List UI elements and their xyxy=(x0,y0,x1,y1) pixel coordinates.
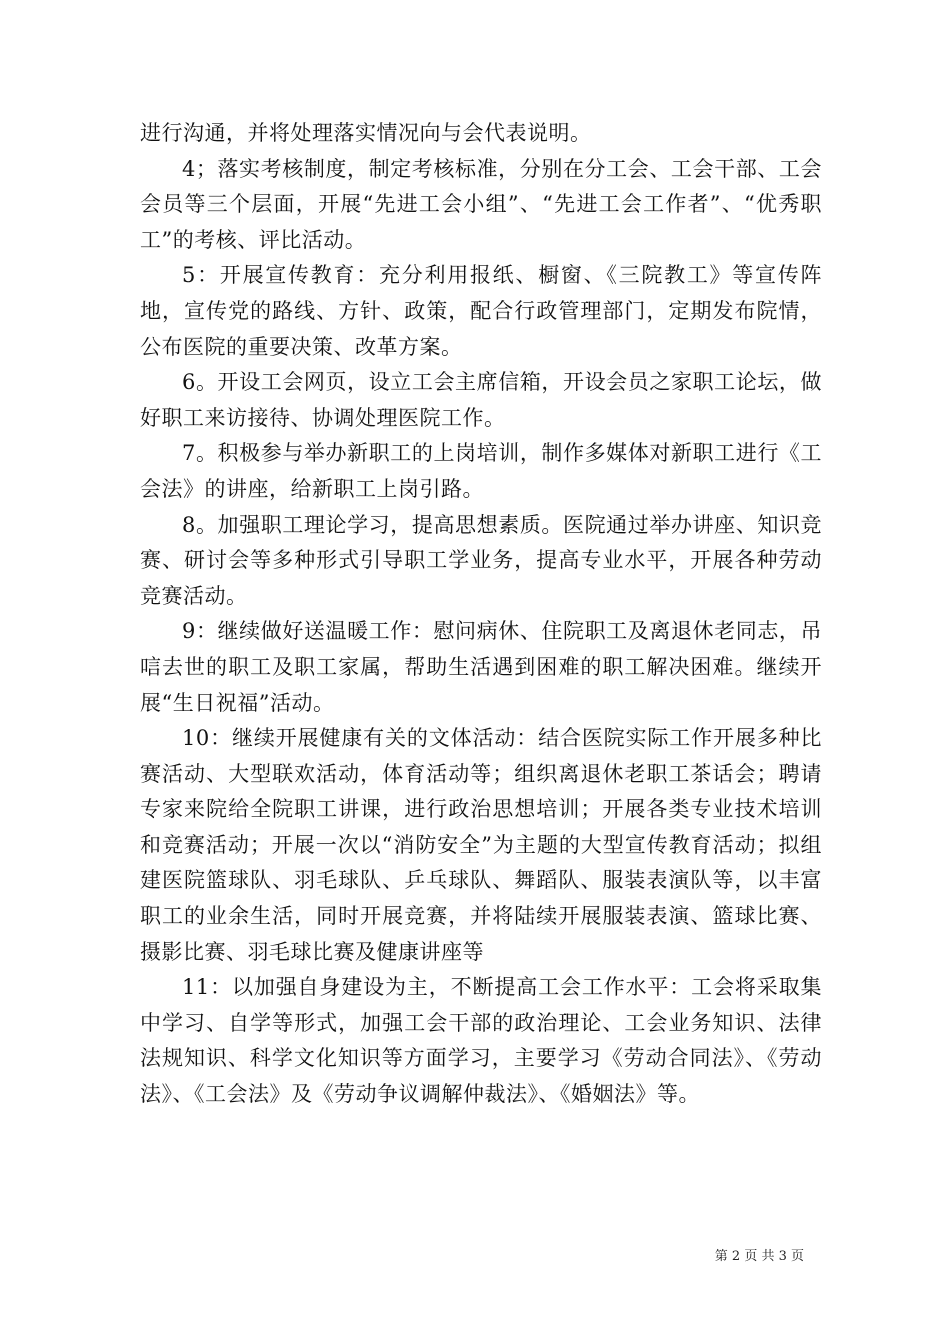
paragraph-item-7: 7。积极参与举办新职工的上岗培训，制作多媒体对新职工进行《工会法》的讲座，给新职工上岗引路。 xyxy=(140,441,822,501)
page-number-footer: 第 2 页 共 3 页 xyxy=(714,1249,804,1264)
paragraph-item-10: 10：继续开展健康有关的文体活动：结合医院实际工作开展多种比赛活动、大型联欢活动，体育活动等；组织离退休老职工茶话会；聘请专家来院给全院职工讲课，进行政治思想培训；开展各类专业技术培训和竞赛活动；开展一次以“消防安全”为主题的大型宣传教育活动；拟组建医院篮球队、羽毛球队、乒乓球队、舞蹈队、服装表演队等，以丰富职工的业余生活，同时开展竞赛，并将陆续开展服装表演、篮球比赛、摄影比赛、羽毛球比赛及健康讲座等 xyxy=(140,726,822,964)
paragraph-item-5: 5：开展宣传教育：充分利用报纸、橱窗、《三院教工》等宣传阵地，宣传党的路线、方针、政策，配合行政管理部门，定期发布院情，公布医院的重要决策、改革方案。 xyxy=(140,263,822,359)
paragraph-item-9: 9：继续做好送温暖工作：慰问病休、住院职工及离退休老同志，吊唁去世的职工及职工家属，帮助生活遇到困难的职工解决困难。继续开展“生日祝福”活动。 xyxy=(140,619,822,715)
document-body xyxy=(140,116,822,1113)
paragraph-item-11: 11：以加强自身建设为主，不断提高工会工作水平：工会将采取集中学习、自学等形式，加强工会干部的政治理论、工会业务知识、法律法规知识、科学文化知识等方面学习，主要学习《劳动合同法》、《劳动法》、《工会法》及《劳动争议调解仲裁法》、《婚姻法》等。 xyxy=(140,975,822,1107)
paragraph-item-4: 4；落实考核制度，制定考核标准，分别在分工会、工会干部、工会会员等三个层面，开展“先进工会小组”、“先进工会工作者”、“优秀职工”的考核、评比活动。 xyxy=(140,156,822,252)
paragraph-continuation: 进行沟通，并将处理落实情况向与会代表说明。 xyxy=(140,121,592,145)
paragraph-item-8: 8。加强职工理论学习，提高思想素质。医院通过举办讲座、知识竞赛、研讨会等多种形式引导职工学业务，提高专业水平，开展各种劳动竞赛活动。 xyxy=(140,512,822,608)
paragraph-item-6: 6。开设工会网页，设立工会主席信箱，开设会员之家职工论坛，做好职工来访接待、协调处理医院工作。 xyxy=(140,370,822,430)
